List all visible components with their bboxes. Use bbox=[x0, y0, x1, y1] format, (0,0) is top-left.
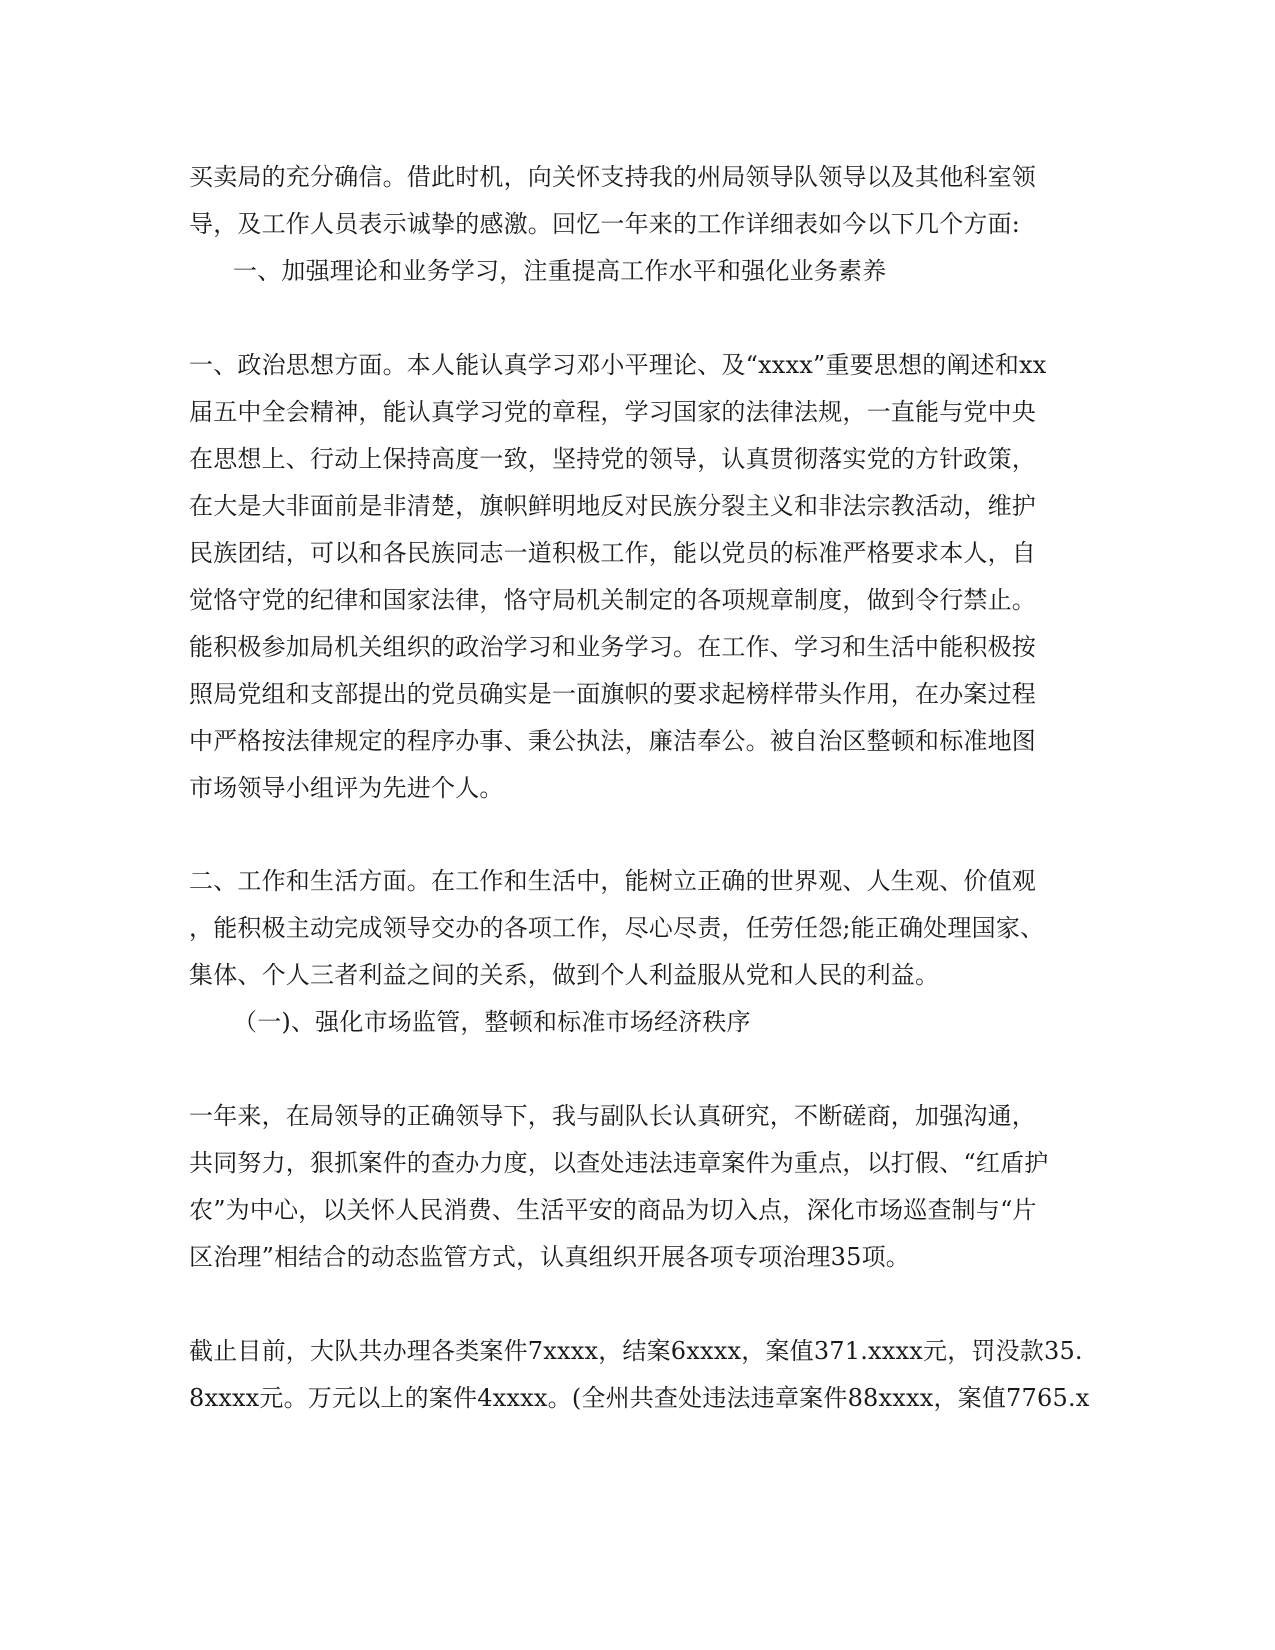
paragraph-intro-line-1: 买卖局的充分确信。借此时机，向关怀支持我的州局领导队领导以及其他科室领 bbox=[189, 163, 1036, 191]
paragraph-year-review-line-2: 共同努力，狠抓案件的查办力度，以查处违法违章案件为重点，以打假、“红盾护 bbox=[189, 1149, 1049, 1177]
paragraph-political-line-1: 一、政治思想方面。本人能认真学习邓小平理论、及“xxxx”重要思想的阐述和xx bbox=[189, 351, 1047, 379]
paragraph-work-life-line-1: 二、工作和生活方面。在工作和生活中，能树立正确的世界观、人生观、价值观 bbox=[189, 867, 1036, 895]
paragraph-political-line-4: 在大是大非面前是非清楚，旗帜鲜明地反对民族分裂主义和非法宗教活动，维护 bbox=[189, 492, 1036, 520]
paragraph-political-line-5: 民族团结，可以和各民族同志一道积极工作，能以党员的标准严格要求本人，自 bbox=[189, 539, 1036, 567]
paragraph-political-line-7: 能积极参加局机关组织的政治学习和业务学习。在工作、学习和生活中能积极按 bbox=[189, 633, 1036, 661]
section-heading-1: 一、加强理论和业务学习，注重提高工作水平和强化业务素养 bbox=[233, 257, 887, 285]
paragraph-political-line-6: 觉恪守党的纪律和国家法律，恪守局机关制定的各项规章制度，做到令行禁止。 bbox=[189, 586, 1036, 614]
paragraph-statistics-line-2: 8xxxx元。万元以上的案件4xxxx。(全州共查处违法违章案件88xxxx，案值7765.x bbox=[189, 1384, 1090, 1412]
paragraph-political-line-2: 届五中全会精神，能认真学习党的章程，学习国家的法律法规，一直能与党中央 bbox=[189, 398, 1036, 426]
paragraph-work-life-line-2: ，能积极主动完成领导交办的各项工作，尽心尽责，任劳任怨;能正确处理国家、 bbox=[189, 914, 1045, 942]
paragraph-year-review-line-1: 一年来，在局领导的正确领导下，我与副队长认真研究，不断磋商，加强沟通， bbox=[189, 1102, 1036, 1130]
paragraph-work-life-line-3: 集体、个人三者利益之间的关系，做到个人利益服从党和人民的利益。 bbox=[189, 961, 940, 989]
paragraph-political-line-10: 市场领导小组评为先进个人。 bbox=[189, 774, 504, 802]
paragraph-year-review-line-4: 区治理”相结合的动态监管方式，认真组织开展各项专项治理35项。 bbox=[189, 1243, 911, 1271]
paragraph-intro-line-2: 导，及工作人员表示诚挚的感激。回忆一年来的工作详细表如今以下几个方面: bbox=[189, 210, 1021, 238]
paragraph-political-line-8: 照局党组和支部提出的党员确实是一面旗帜的要求起榜样带头作用，在办案过程 bbox=[189, 680, 1036, 708]
section-heading-2: （一)、强化市场监管，整顿和标准市场经济秩序 bbox=[233, 1008, 751, 1036]
paragraph-statistics-line-1: 截止目前，大队共办理各类案件7xxxx，结案6xxxx，案值371.xxxx元，罚没款35. bbox=[189, 1337, 1083, 1365]
paragraph-year-review-line-3: 农”为中心，以关怀人民消费、生活平安的商品为切入点，深化市场巡查制与“片 bbox=[189, 1196, 1037, 1224]
paragraph-political-line-3: 在思想上、行动上保持高度一致，坚持党的领导，认真贯彻落实党的方针政策， bbox=[189, 445, 1036, 473]
paragraph-political-line-9: 中严格按法律规定的程序办事、秉公执法，廉洁奉公。被自治区整顿和标准地图 bbox=[189, 727, 1036, 755]
